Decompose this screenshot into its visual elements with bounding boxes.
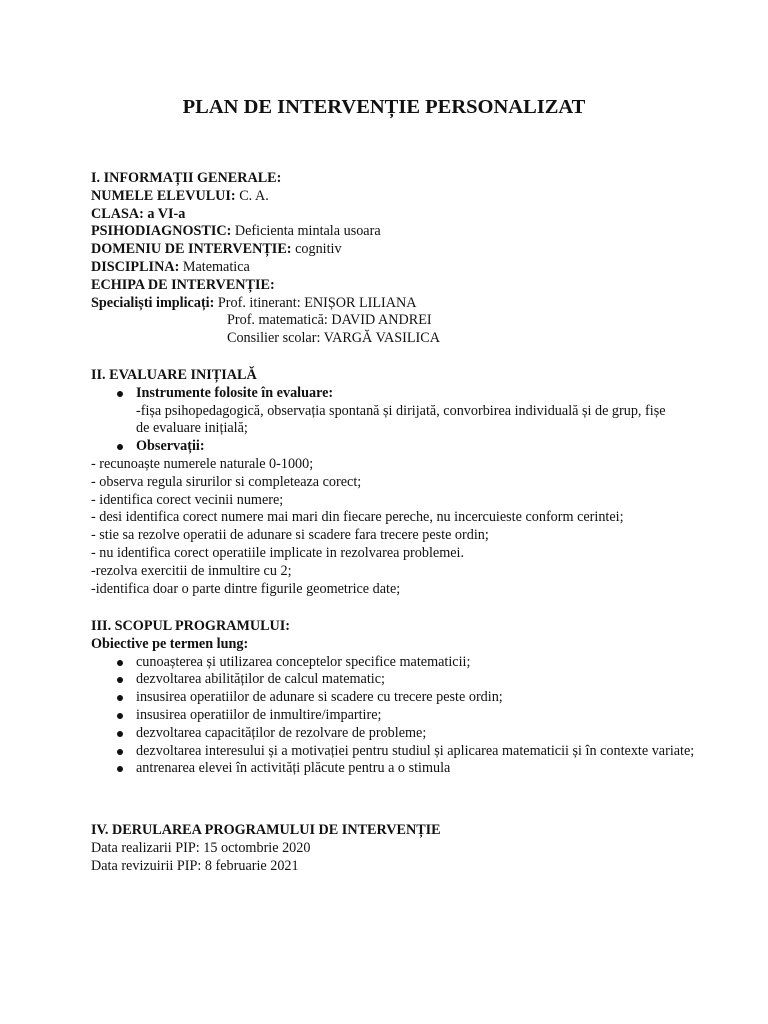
bullet-dot bbox=[117, 749, 123, 755]
objective-item bbox=[91, 760, 731, 778]
domain-row bbox=[91, 241, 731, 259]
specialist-1: Prof. itinerant: ENIȘOR LILIANA bbox=[214, 294, 417, 311]
observation-item: - stie sa rezolve operatii de adunare si scadere fara trecere peste ordin; bbox=[91, 527, 489, 544]
team-heading: ECHIPA DE INTERVENȚIE: bbox=[91, 276, 275, 293]
diagnosis-row bbox=[91, 223, 731, 241]
page-title: PLAN DE INTERVENȚIE PERSONALIZAT bbox=[182, 96, 586, 118]
objectives-list bbox=[91, 654, 731, 779]
observation-item: - recunoaște numerele naturale 0-1000; bbox=[91, 455, 314, 472]
student-name-row bbox=[91, 188, 731, 206]
objective-text: insusirea operatiilor de adunare si scadere cu trecere peste ordin; bbox=[136, 689, 503, 706]
objective-item bbox=[91, 654, 731, 672]
observation-item: - nu identifica corect operatiile implicate in rezolvarea problemei. bbox=[91, 544, 465, 561]
domain-value: cognitiv bbox=[291, 241, 342, 258]
general-info-section bbox=[91, 170, 731, 348]
tools-label: Instrumente folosite în evaluare: bbox=[136, 384, 334, 401]
objective-item bbox=[91, 671, 731, 689]
observation-item: -identifica doar o parte dintre figurile geometrice date; bbox=[91, 580, 401, 597]
bullet-dot bbox=[117, 713, 123, 719]
bullet-dot bbox=[117, 391, 123, 397]
discipline-row bbox=[91, 259, 731, 277]
objective-text: cunoașterea și utilizarea conceptelor specifice matematicii; bbox=[136, 653, 471, 670]
objective-item bbox=[91, 725, 731, 743]
student-name-label: NUMELE ELEVULUI: bbox=[91, 187, 236, 204]
bullet-dot bbox=[117, 766, 123, 772]
section-heading-evaluation: II. EVALUARE INIȚIALĂ bbox=[91, 367, 257, 383]
objective-text: dezvoltarea capacităților de rezolvare de probleme; bbox=[136, 724, 427, 741]
objectives-label: Obiective pe termen lung: bbox=[91, 635, 249, 652]
objective-text: insusirea operatiilor de inmultire/impartire; bbox=[136, 706, 382, 723]
discipline-label: DISCIPLINA: bbox=[91, 258, 180, 275]
bullet-dot bbox=[117, 731, 123, 737]
discipline-value: Matematica bbox=[179, 258, 250, 275]
realization-date: Data realizarii PIP: 15 octombrie 2020 bbox=[91, 839, 311, 856]
specialists-row bbox=[91, 295, 731, 313]
student-name-value: C. A. bbox=[235, 187, 269, 204]
specialist-2: Prof. matematică: DAVID ANDREI bbox=[227, 312, 432, 329]
specialist-3: Consilier scolar: VARGĂ VASILICA bbox=[227, 330, 440, 347]
diagnosis-value: Deficienta mintala usoara bbox=[231, 223, 381, 240]
diagnosis-label: PSIHODIAGNOSTIC: bbox=[91, 223, 232, 240]
bullet-dot bbox=[117, 444, 123, 450]
objective-text: antrenarea elevei în activități plăcute pentru a o stimula bbox=[136, 760, 451, 777]
observation-item: - identifica corect vecinii numere; bbox=[91, 491, 284, 508]
tools-text-line-2: de evaluare inițială; bbox=[136, 420, 248, 437]
objective-item bbox=[91, 707, 731, 725]
tools-text-line-1: -fișa psihopedagogică, observația spontană și dirijată, convorbirea individuală și de grup, fișe bbox=[136, 402, 666, 419]
bullet-dot bbox=[117, 695, 123, 701]
observation-item: -rezolva exercitii de inmultire cu 2; bbox=[91, 562, 292, 579]
objective-text: dezvoltarea abilităților de calcul matematic; bbox=[136, 671, 385, 688]
observation-item: - observa regula sirurilor si completeaza corect; bbox=[91, 473, 362, 490]
section-heading-general: I. INFORMAȚII GENERALE: bbox=[91, 170, 282, 186]
objective-text: dezvoltarea interesului și a motivației pentru studiul și aplicarea matematicii și în contexte variate; bbox=[136, 742, 695, 759]
section-heading-program: IV. DERULAREA PROGRAMULUI DE INTERVENȚIE bbox=[91, 822, 441, 838]
section-heading-scope: III. SCOPUL PROGRAMULUI: bbox=[91, 618, 291, 634]
observations-label: Observații: bbox=[136, 438, 205, 455]
bullet-dot bbox=[117, 660, 123, 666]
observation-item: - desi identifica corect numere mai mari din fiecare pereche, nu incercuieste conform cerintei; bbox=[91, 509, 624, 526]
objective-item bbox=[91, 743, 696, 761]
tools-bullet bbox=[91, 385, 731, 403]
evaluation-section bbox=[91, 367, 731, 598]
scope-section bbox=[91, 618, 731, 778]
objective-item bbox=[91, 689, 731, 707]
revision-date: Data revizuirii PIP: 8 februarie 2021 bbox=[91, 857, 299, 874]
program-section bbox=[91, 822, 731, 875]
bullet-dot bbox=[117, 677, 123, 683]
class-row: CLASA: a VI-a bbox=[91, 205, 186, 222]
domain-label: DOMENIU DE INTERVENȚIE: bbox=[91, 241, 292, 258]
specialists-label: Specialiști implicați: bbox=[91, 294, 215, 311]
observations-bullet bbox=[91, 438, 731, 456]
